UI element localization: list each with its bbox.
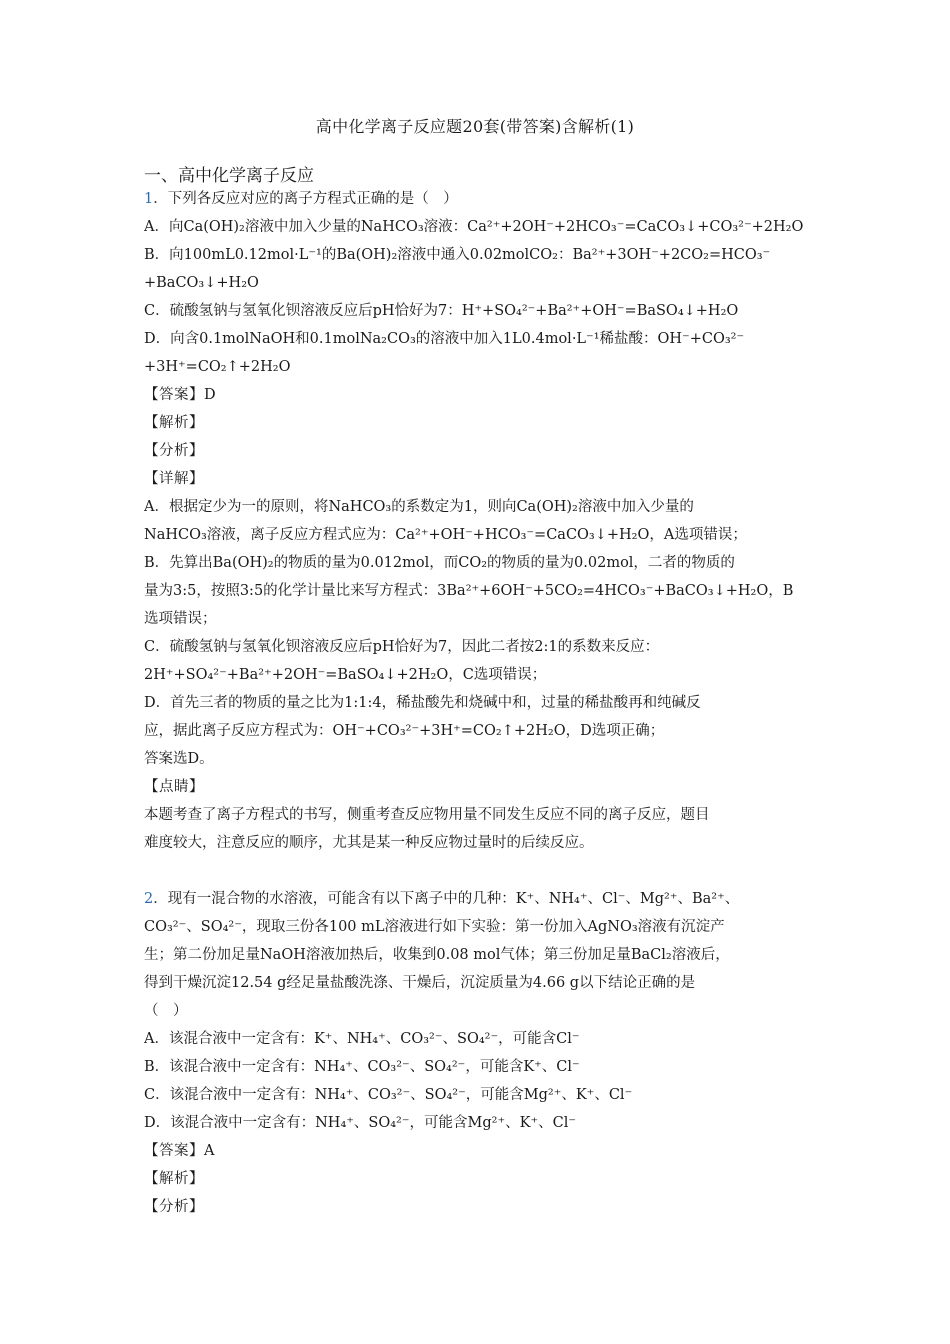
document-body [144,185,806,1221]
option-d: D．向含0.1molNaOH和0.1molNa₂CO₃的溶液中加入1L0.4mol·L⁻¹稀盐酸：OH⁻+CO₃²⁻ [144,331,745,347]
comment-line: 难度较大，注意反应的顺序，尤其是某一种反应物过量时的后续反应。 [144,835,594,851]
detail-label: 【详解】 [144,471,204,487]
question-number: 1 [144,191,154,207]
option-c: C．该混合液中一定含有：NH₄⁺、CO₃²⁻、SO₄²⁻，可能含Mg²⁺、K⁺、Cl⁻ [144,1087,633,1103]
option-d: D．该混合液中一定含有：NH₄⁺、SO₄²⁻，可能含Mg²⁺、K⁺、Cl⁻ [144,1115,576,1131]
question-2-blank: （ ） [144,1003,188,1019]
option-a: A．该混合液中一定含有：K⁺、NH₄⁺、CO₃²⁻、SO₄²⁻，可能含Cl⁻ [144,1031,580,1047]
answer-label: 【答案】D [144,387,217,403]
analysis-label: 【解析】 [144,415,204,431]
explanation-line: C．硫酸氢钠与氢氧化钡溶液反应后pH恰好为7，因此二者按2:1的系数来反应： [144,639,660,655]
explanation-line: 量为3:5，按照3:5的化学计量比来写方程式：3Ba²⁺+6OH⁻+5CO₂=4HCO₃⁻+BaCO₃↓+H₂O，B [144,583,794,599]
question-2-stem-continued: CO₃²⁻、SO₄²⁻，现取三份各100 mL溶液进行如下实验：第一份加入AgNO₃溶液有沉淀产 [144,919,725,935]
explanation-line: B．先算出Ba(OH)₂的物质的量为0.012mol，而CO₂的物质的量为0.02mol，二者的物质的 [144,555,735,571]
option-b: B．该混合液中一定含有：NH₄⁺、CO₃²⁻、SO₄²⁻，可能含K⁺、Cl⁻ [144,1059,580,1075]
question-1 [144,185,806,857]
question-2-stem [144,885,806,913]
comment-label: 【点睛】 [144,779,204,795]
explanation-line: 应，据此离子反应方程式为：OH⁻+CO₃²⁻+3H⁺=CO₂↑+2H₂O，D选项正确； [144,723,665,739]
option-b-continued: +BaCO₃↓+H₂O [144,275,259,291]
option-c: C．硫酸氢钠与氢氧化钡溶液反应后pH恰好为7：H⁺+SO₄²⁻+Ba²⁺+OH⁻=BaSO₄↓+H₂O [144,303,739,319]
answer-label: 【答案】A [144,1143,215,1159]
explanation-line: 2H⁺+SO₄²⁻+Ba²⁺+2OH⁻=BaSO₄↓+2H₂O，C选项错误； [144,667,547,683]
question-number: 2 [144,891,154,907]
page-title: 高中化学离子反应题20套(带答案)含解析(1) [315,117,635,136]
breakdown-label: 【分析】 [144,443,204,459]
explanation-line: D．首先三者的物质的量之比为1:1:4，稀盐酸先和烧碱中和，过量的稀盐酸再和纯碱反 [144,695,701,711]
explanation-line: 选项错误； [144,611,217,627]
question-text: ．现有一混合物的水溶液，可能含有以下离子中的几种：K⁺、NH₄⁺、Cl⁻、Mg²⁺、Ba²⁺、 [153,891,740,907]
question-text: ．下列各反应对应的离子方程式正确的是（ ） [153,191,458,207]
section-heading: 一、高中化学离子反应 [144,166,314,186]
question-1-stem [144,185,806,213]
question-2-stem-continued: 生；第二份加足量NaOH溶液加热后，收集到0.08 mol气体；第三份加足量BaCl₂溶液后， [144,947,730,963]
question-2 [144,885,806,1221]
spacer [144,857,806,885]
explanation-line: 答案选D。 [144,751,214,767]
explanation-line: A．根据定少为一的原则，将NaHCO₃的系数定为1，则向Ca(OH)₂溶液中加入少量的 [144,499,694,515]
option-d-continued: +3H⁺=CO₂↑+2H₂O [144,359,291,375]
breakdown-label: 【分析】 [144,1199,204,1215]
question-2-stem-continued: 得到干燥沉淀12.54 g经足量盐酸洗涤、干燥后，沉淀质量为4.66 g以下结论正确的是 [144,975,696,991]
analysis-label: 【解析】 [144,1171,204,1187]
option-b: B．向100mL0.12mol·L⁻¹的Ba(OH)₂溶液中通入0.02molCO₂：Ba²⁺+3OH⁻+2CO₂=HCO₃⁻ [144,247,771,263]
explanation-line: NaHCO₃溶液，离子反应方程式应为：Ca²⁺+OH⁻+HCO₃⁻=CaCO₃↓+H₂O，A选项错误； [144,527,747,543]
comment-line: 本题考查了离子方程式的书写，侧重考查反应物用量不同发生反应不同的离子反应，题目 [144,807,710,823]
option-a: A．向Ca(OH)₂溶液中加入少量的NaHCO₃溶液：Ca²⁺+2OH⁻+2HCO₃⁻=CaCO₃↓+CO₃²⁻+2H₂O [144,219,804,235]
